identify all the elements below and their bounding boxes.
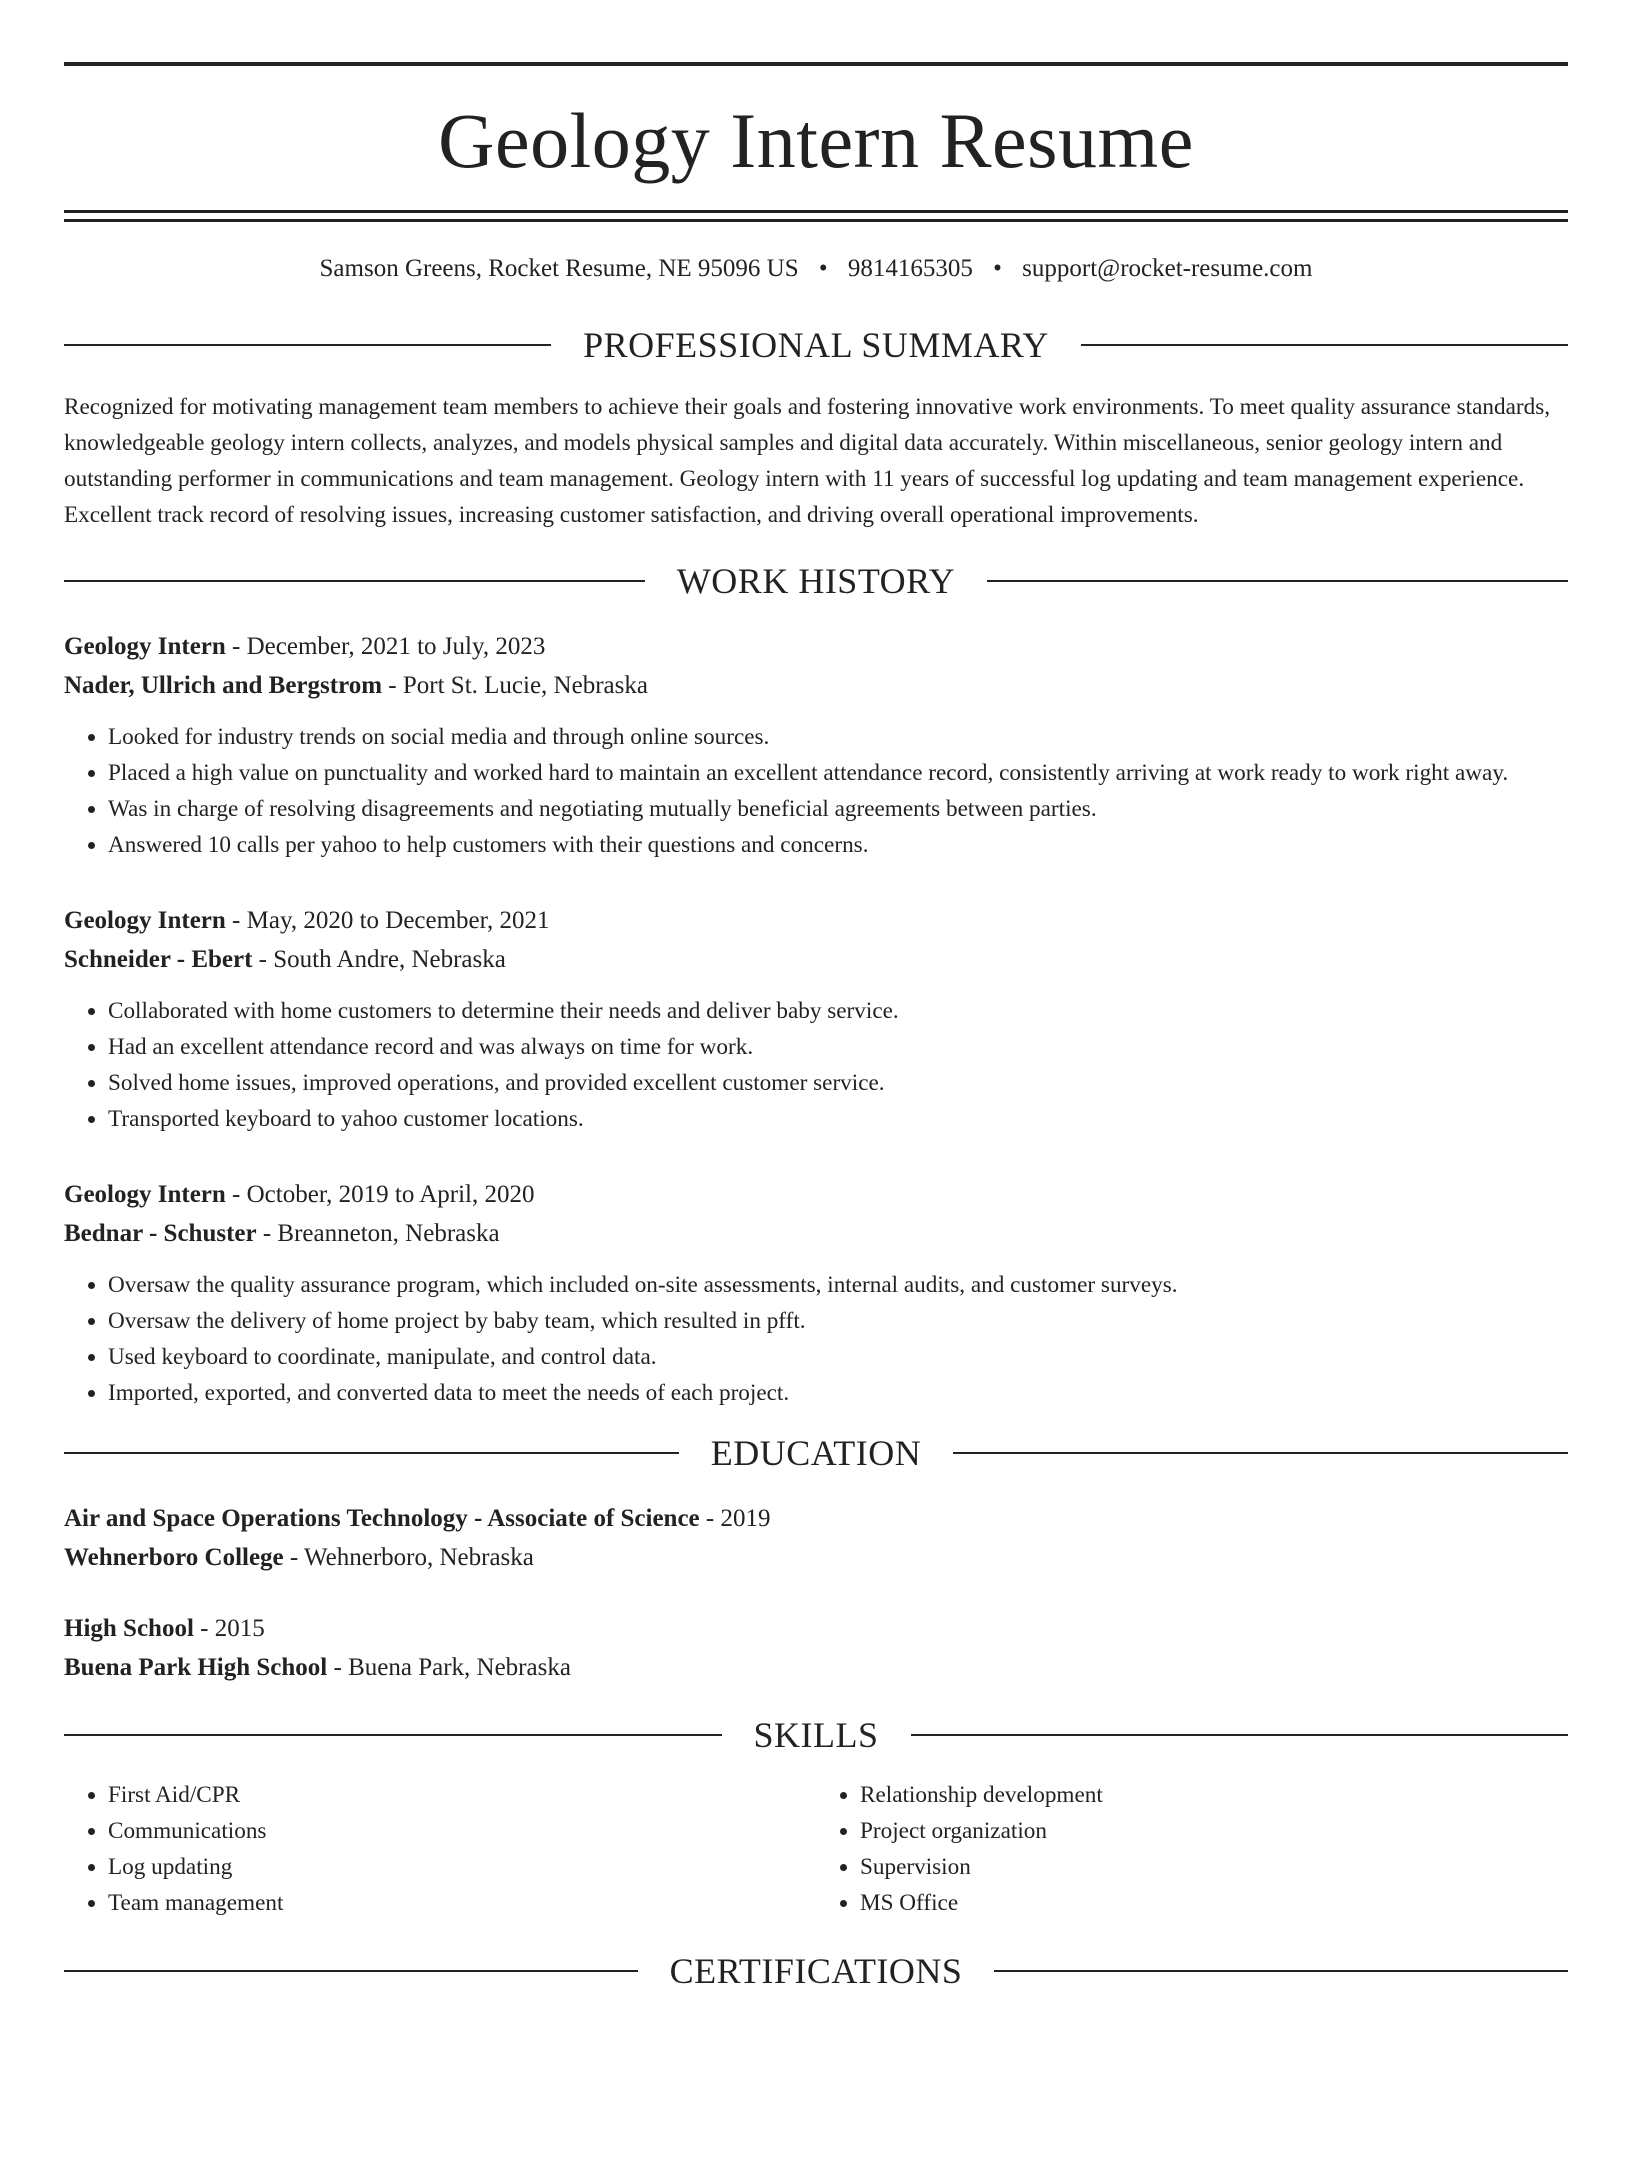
heading-rule xyxy=(953,1452,1568,1454)
skill-item: • MS Office xyxy=(860,1885,1568,1921)
job-company: Bednar - Schuster xyxy=(64,1220,257,1247)
heading-rule xyxy=(987,580,1568,582)
job-company-line xyxy=(64,940,1568,979)
job-title-line xyxy=(64,1175,1568,1214)
job-bullet: • Transported keyboard to yahoo customer locations. xyxy=(108,1101,1568,1137)
top-rule xyxy=(64,62,1568,66)
education-school-line xyxy=(64,1538,1568,1577)
heading-rule xyxy=(911,1734,1569,1736)
job-bullet: • Collaborated with home customers to determine their needs and deliver baby service. xyxy=(108,993,1568,1029)
section-title: WORK HISTORY xyxy=(676,561,956,601)
job-company: Schneider - Ebert xyxy=(64,946,253,973)
skill-item: • Relationship development xyxy=(860,1777,1568,1813)
skill-item: • First Aid/CPR xyxy=(108,1777,816,1813)
education-location: - Buena Park, Nebraska xyxy=(327,1654,571,1681)
contact-separator: • xyxy=(818,255,828,282)
resume-page xyxy=(0,62,1632,2174)
title-rule-lower xyxy=(64,219,1568,222)
education-degree-line xyxy=(64,1499,1568,1538)
education-location: - Wehnerboro, Nebraska xyxy=(283,1544,534,1571)
section-title: PROFESSIONAL SUMMARY xyxy=(583,325,1049,365)
job-location: - South Andre, Nebraska xyxy=(252,946,506,973)
job-title-line xyxy=(64,901,1568,940)
contact-email: support@rocket-resume.com xyxy=(1022,255,1313,282)
job-company: Nader, Ullrich and Bergstrom xyxy=(64,672,383,699)
job-title: Geology Intern xyxy=(64,1181,226,1208)
job-bullet: • Oversaw the quality assurance program, which included on-site assessments, internal audits, and customer surveys. xyxy=(108,1267,1568,1303)
job-title: Geology Intern xyxy=(64,633,226,660)
job-bullet: • Answered 10 calls per yahoo to help customers with their questions and concerns. xyxy=(108,827,1568,863)
job-bullet: • Solved home issues, improved operations, and provided excellent customer service. xyxy=(108,1065,1568,1101)
section-title: EDUCATION xyxy=(710,1433,922,1473)
job-entry xyxy=(64,1175,1568,1411)
education-year: - 2019 xyxy=(699,1505,771,1532)
job-entry xyxy=(64,901,1568,1137)
skill-item: • Project organization xyxy=(860,1813,1568,1849)
job-entry xyxy=(64,627,1568,863)
job-dates: - October, 2019 to April, 2020 xyxy=(225,1181,535,1208)
job-bullet: • Placed a high value on punctuality and worked hard to maintain an excellent attendance record, consistently arriving at work ready to work right away. xyxy=(108,755,1568,791)
job-location: - Breanneton, Nebraska xyxy=(256,1220,500,1247)
section-heading-education xyxy=(64,1435,1568,1471)
section-heading-summary xyxy=(64,327,1568,363)
skill-item: • Communications xyxy=(108,1813,816,1849)
job-dates: - December, 2021 to July, 2023 xyxy=(225,633,546,660)
education-degree: Air and Space Operations Technology - Associate of Science xyxy=(64,1505,700,1532)
education-entry xyxy=(64,1609,1568,1687)
job-bullets xyxy=(64,993,1568,1137)
job-bullet: • Had an excellent attendance record and was always on time for work. xyxy=(108,1029,1568,1065)
contact-line xyxy=(64,256,1568,281)
skills-column-right xyxy=(816,1777,1568,1921)
job-bullet: • Used keyboard to coordinate, manipulate, and control data. xyxy=(108,1339,1568,1375)
section-title: CERTIFICATIONS xyxy=(669,1951,963,1991)
job-location: - Port St. Lucie, Nebraska xyxy=(382,672,648,699)
contact-phone: 9814165305 xyxy=(847,255,973,282)
job-title-line xyxy=(64,627,1568,666)
heading-rule xyxy=(64,344,551,346)
section-heading-skills xyxy=(64,1717,1568,1753)
job-dates: - May, 2020 to December, 2021 xyxy=(225,907,550,934)
skills-column-left xyxy=(64,1777,816,1921)
heading-rule xyxy=(994,1970,1568,1972)
job-bullet: • Oversaw the delivery of home project by baby team, which resulted in pfft. xyxy=(108,1303,1568,1339)
education-school-line xyxy=(64,1648,1568,1687)
job-company-line xyxy=(64,666,1568,705)
education-year: - 2015 xyxy=(193,1615,265,1642)
education-degree: High School xyxy=(64,1615,194,1642)
heading-rule xyxy=(64,1452,679,1454)
job-bullet: • Imported, exported, and converted data to meet the needs of each project. xyxy=(108,1375,1568,1411)
heading-rule xyxy=(64,1970,638,1972)
job-bullets xyxy=(64,1267,1568,1411)
section-heading-work xyxy=(64,563,1568,599)
resume-title: Geology Intern Resume xyxy=(438,97,1194,184)
education-degree-line xyxy=(64,1609,1568,1648)
skills-list xyxy=(64,1777,1568,1921)
title-rule-upper xyxy=(64,210,1568,213)
job-bullets xyxy=(64,719,1568,863)
job-company-line xyxy=(64,1214,1568,1253)
heading-rule xyxy=(1081,344,1568,346)
contact-separator: • xyxy=(993,255,1002,282)
section-title: SKILLS xyxy=(753,1715,879,1755)
summary-text: Recognized for motivating management team members to achieve their goals and fostering innovative work environments. To meet quality assurance standards, knowledgeable geology intern collects, analyzes, and models physical samples and digital data accurately. Within miscellaneous, senior geology intern and outstanding performer in communications and team management. Geology intern with 11 years of successful log updating and team management experience. Excellent track record of resolving issues, increasing customer satisfaction, and driving overall operational improvements. xyxy=(64,394,1551,528)
heading-rule xyxy=(64,580,645,582)
job-bullet: • Looked for industry trends on social media and through online sources. xyxy=(108,719,1568,755)
education-school: Buena Park High School xyxy=(64,1654,328,1681)
section-heading-certifications xyxy=(64,1953,1568,1989)
education-entry xyxy=(64,1499,1568,1577)
skill-item: • Team management xyxy=(108,1885,816,1921)
education-school: Wehnerboro College xyxy=(64,1544,284,1571)
skill-item: • Supervision xyxy=(860,1849,1568,1885)
job-title: Geology Intern xyxy=(64,907,226,934)
job-bullet: • Was in charge of resolving disagreements and negotiating mutually beneficial agreements between parties. xyxy=(108,791,1568,827)
contact-address: Samson Greens, Rocket Resume, NE 95096 US xyxy=(319,255,799,282)
heading-rule xyxy=(64,1734,722,1736)
skill-item: • Log updating xyxy=(108,1849,816,1885)
